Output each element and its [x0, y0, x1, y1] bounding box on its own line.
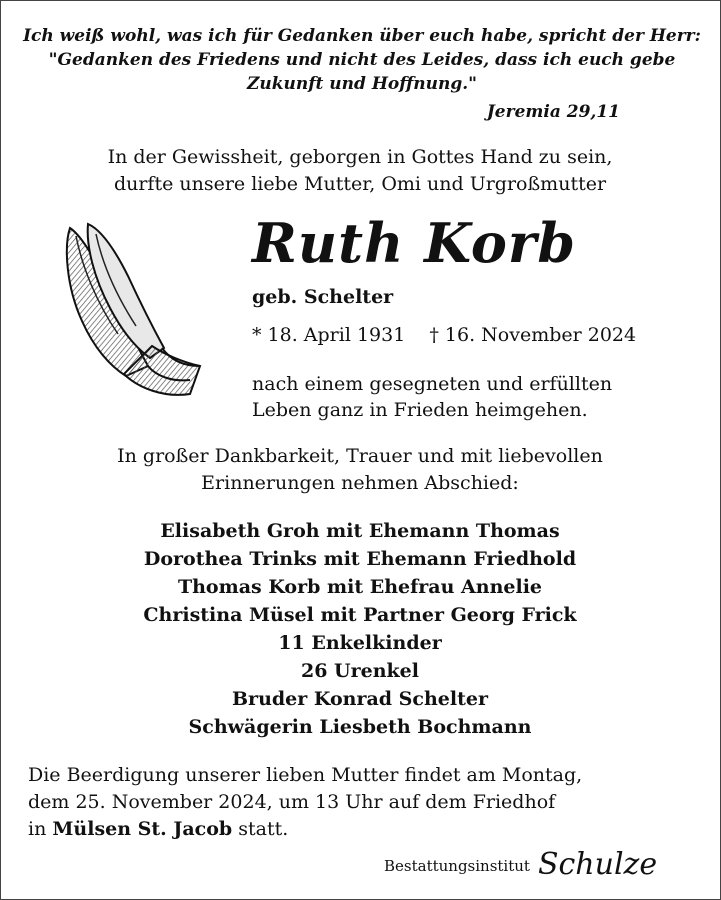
deceased-name: Ruth Korb: [252, 211, 577, 275]
verse-line: "Gedanken des Friedens und nicht des Leides, dass ich euch gebe: [48, 50, 676, 70]
maiden-name: geb. Schelter: [252, 286, 394, 308]
mourner-entry: 11 Enkelkinder: [278, 632, 442, 654]
funeral-prefix: in: [28, 818, 47, 840]
intro-line: durfte unsere liebe Mutter, Omi und Urgroßmutter: [113, 173, 607, 195]
farewell-line: Erinnerungen nehmen Abschied:: [201, 472, 519, 494]
mourner-entry: Dorothea Trinks mit Ehemann Friedhold: [143, 548, 577, 570]
mourner-entry: Thomas Korb mit Ehefrau Annelie: [177, 576, 543, 598]
funeral-line: dem 25. November 2024, um 13 Uhr auf dem Friedhof: [28, 791, 556, 813]
passing-line: nach einem gesegneten und erfüllten: [252, 373, 613, 395]
undertaker-label: Bestattungsinstitut: [384, 857, 530, 875]
funeral-line: Die Beerdigung unserer lieben Mutter findet am Montag,: [28, 764, 583, 786]
farewell-line: In großer Dankbarkeit, Trauer und mit liebevollen: [117, 445, 603, 467]
intro-text: [20, 144, 700, 198]
verse-reference: Jeremia 29,11: [486, 102, 620, 122]
verse-line: Ich weiß wohl, was ich für Gedanken über euch habe, spricht der Herr:: [23, 26, 701, 46]
passing-text: [252, 371, 612, 423]
funeral-place: Mülsen St. Jacob: [52, 818, 233, 840]
mourner-entry: Christina Müsel mit Partner Georg Frick: [143, 604, 577, 626]
undertaker-brand: Schulze: [537, 847, 658, 882]
passing-line: Leben ganz in Frieden heimgehen.: [252, 399, 588, 421]
life-dates: [252, 322, 636, 348]
farewell-text: [20, 443, 700, 497]
funeral-suffix: statt.: [238, 818, 289, 840]
mourner-entry: Elisabeth Groh mit Ehemann Thomas: [160, 520, 560, 542]
undertaker-credit: [384, 845, 657, 886]
bible-verse: [22, 24, 702, 122]
mourners-list: [20, 517, 700, 741]
mourner-entry: Schwägerin Liesbeth Bochmann: [188, 716, 532, 738]
mourner-entry: Bruder Konrad Schelter: [232, 688, 488, 710]
funeral-info: [28, 762, 708, 843]
death-date: † 16. November 2024: [429, 324, 637, 346]
birth-date: * 18. April 1931: [252, 324, 406, 346]
verse-line: Zukunft und Hoffnung.": [246, 74, 478, 94]
mourner-entry: 26 Urenkel: [300, 660, 419, 682]
funeral-line: [28, 816, 708, 843]
intro-line: In der Gewissheit, geborgen in Gottes Hand zu sein,: [107, 146, 613, 168]
praying-hands-icon: [52, 216, 202, 416]
